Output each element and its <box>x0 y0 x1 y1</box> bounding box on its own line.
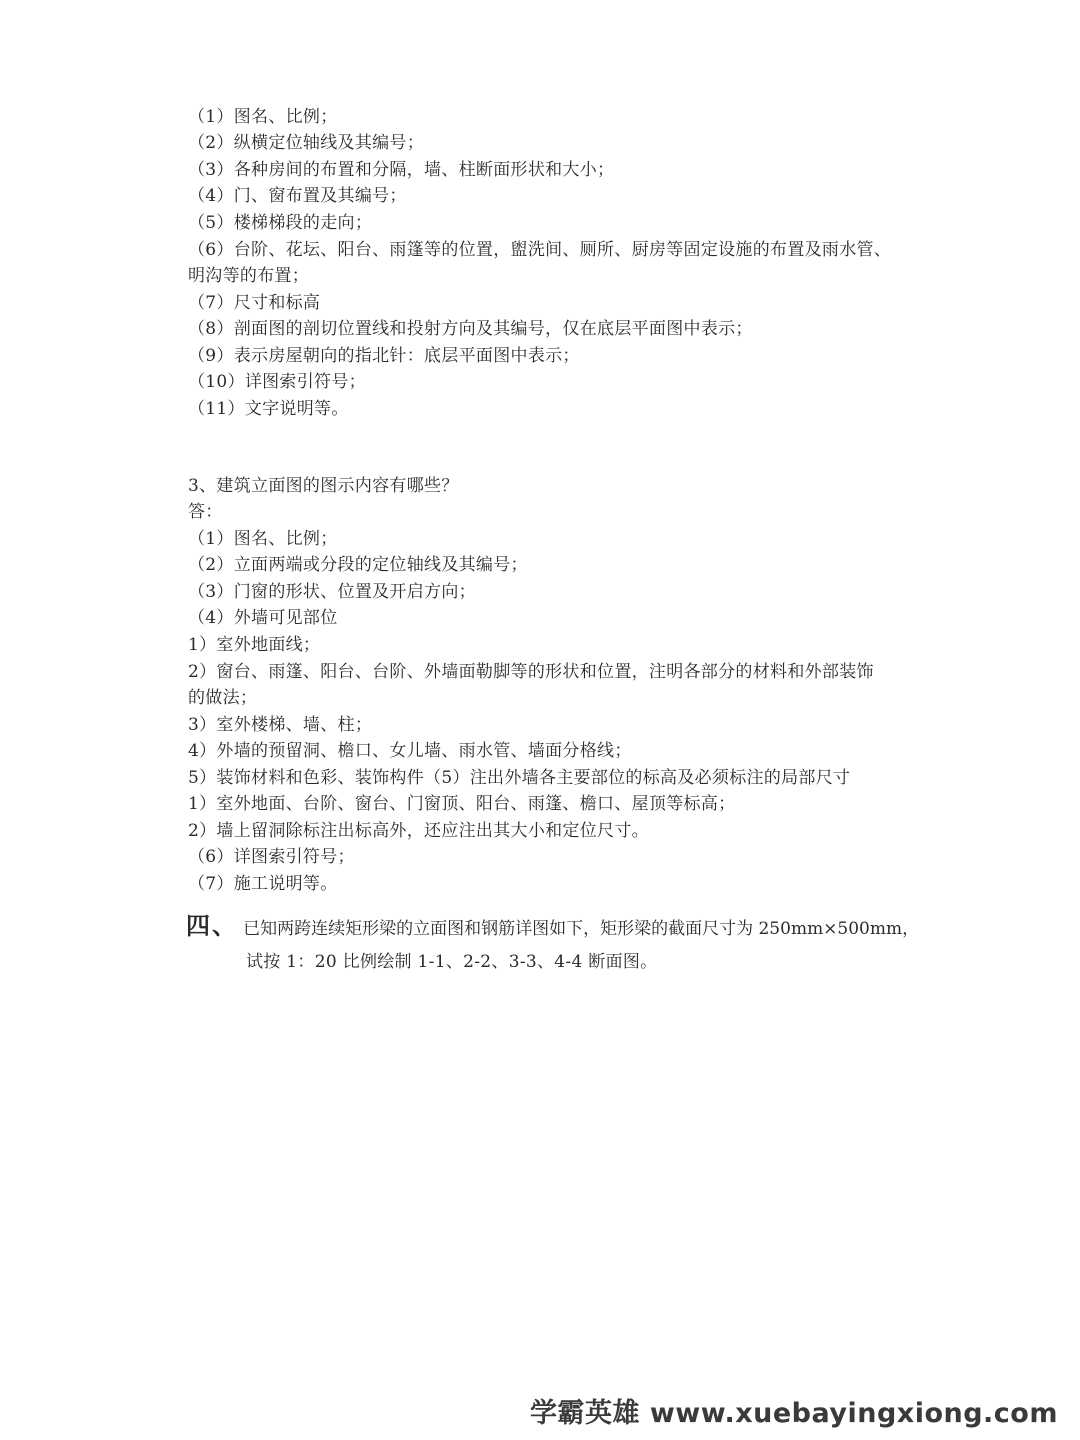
section-four-text-line1: 已知两跨连续矩形梁的立面图和钢筋详图如下，矩形梁的截面尺寸为 250mm×500mm， <box>243 919 920 939</box>
elevation-item: 2）窗台、雨篷、阳台、台阶、外墙面勒脚等的形状和位置，注明各部分的材料和外部装饰 <box>188 662 874 682</box>
watermark: 学霸英雄 www.xuebayingxiong.com <box>529 1398 1058 1429</box>
floor-plan-item: （10）详图索引符号； <box>188 372 366 392</box>
elevation-item: 1）室外地面、台阶、窗台、门窗顶、阳台、雨篷、檐口、屋顶等标高； <box>188 794 736 814</box>
floor-plan-item: 明沟等的布置； <box>188 266 310 286</box>
floor-plan-item: （5）楼梯梯段的走向； <box>188 213 373 233</box>
elevation-item: （3）门窗的形状、位置及开启方向； <box>188 582 476 602</box>
floor-plan-item: （9）表示房屋朝向的指北针：底层平面图中表示； <box>188 346 580 366</box>
elevation-item: 的做法； <box>188 688 258 708</box>
elevation-item: 3）室外楼梯、墙、柱； <box>188 715 373 735</box>
elevation-item: 5）装饰材料和色彩、装饰构件（5）注出外墙各主要部位的标高及必须标注的局部尺寸 <box>188 768 851 788</box>
elevation-item: （7）施工说明等。 <box>188 874 338 894</box>
answer-label: 答： <box>188 502 223 522</box>
elevation-item: （6）详图索引符号； <box>188 847 355 867</box>
elevation-item: 2）墙上留洞除标注出标高外，还应注出其大小和定位尺寸。 <box>188 821 649 841</box>
floor-plan-item: （2）纵横定位轴线及其编号； <box>188 133 425 153</box>
floor-plan-item: （8）剖面图的剖切位置线和投射方向及其编号，仅在底层平面图中表示； <box>188 319 753 339</box>
floor-plan-item: （6）台阶、花坛、阳台、雨篷等的位置，盥洗间、厕所、厨房等固定设施的布置及雨水管、 <box>188 240 892 260</box>
question-title: 3、建筑立面图的图示内容有哪些？ <box>188 476 459 496</box>
floor-plan-item: （11）文字说明等。 <box>188 399 349 419</box>
elevation-item: （2）立面两端或分段的定位轴线及其编号； <box>188 555 528 575</box>
section-four-text-line2: 试按 1：20 比例绘制 1-1、2-2、3-3、4-4 断面图。 <box>246 952 658 972</box>
floor-plan-item: （3）各种房间的布置和分隔，墙、柱断面形状和大小； <box>188 160 615 180</box>
elevation-item: 4）外墙的预留洞、檐口、女儿墙、雨水管、墙面分格线； <box>188 741 632 761</box>
elevation-item: （4）外墙可见部位 <box>188 608 338 628</box>
section-number: 四、 <box>186 912 238 940</box>
floor-plan-item: （4）门、窗布置及其编号； <box>188 186 407 206</box>
elevation-item: （1）图名、比例； <box>188 529 338 549</box>
section-four-heading <box>186 906 919 941</box>
floor-plan-item: （7）尺寸和标高 <box>188 293 321 313</box>
floor-plan-item: （1）图名、比例； <box>188 107 338 127</box>
elevation-item: 1）室外地面线； <box>188 635 321 655</box>
